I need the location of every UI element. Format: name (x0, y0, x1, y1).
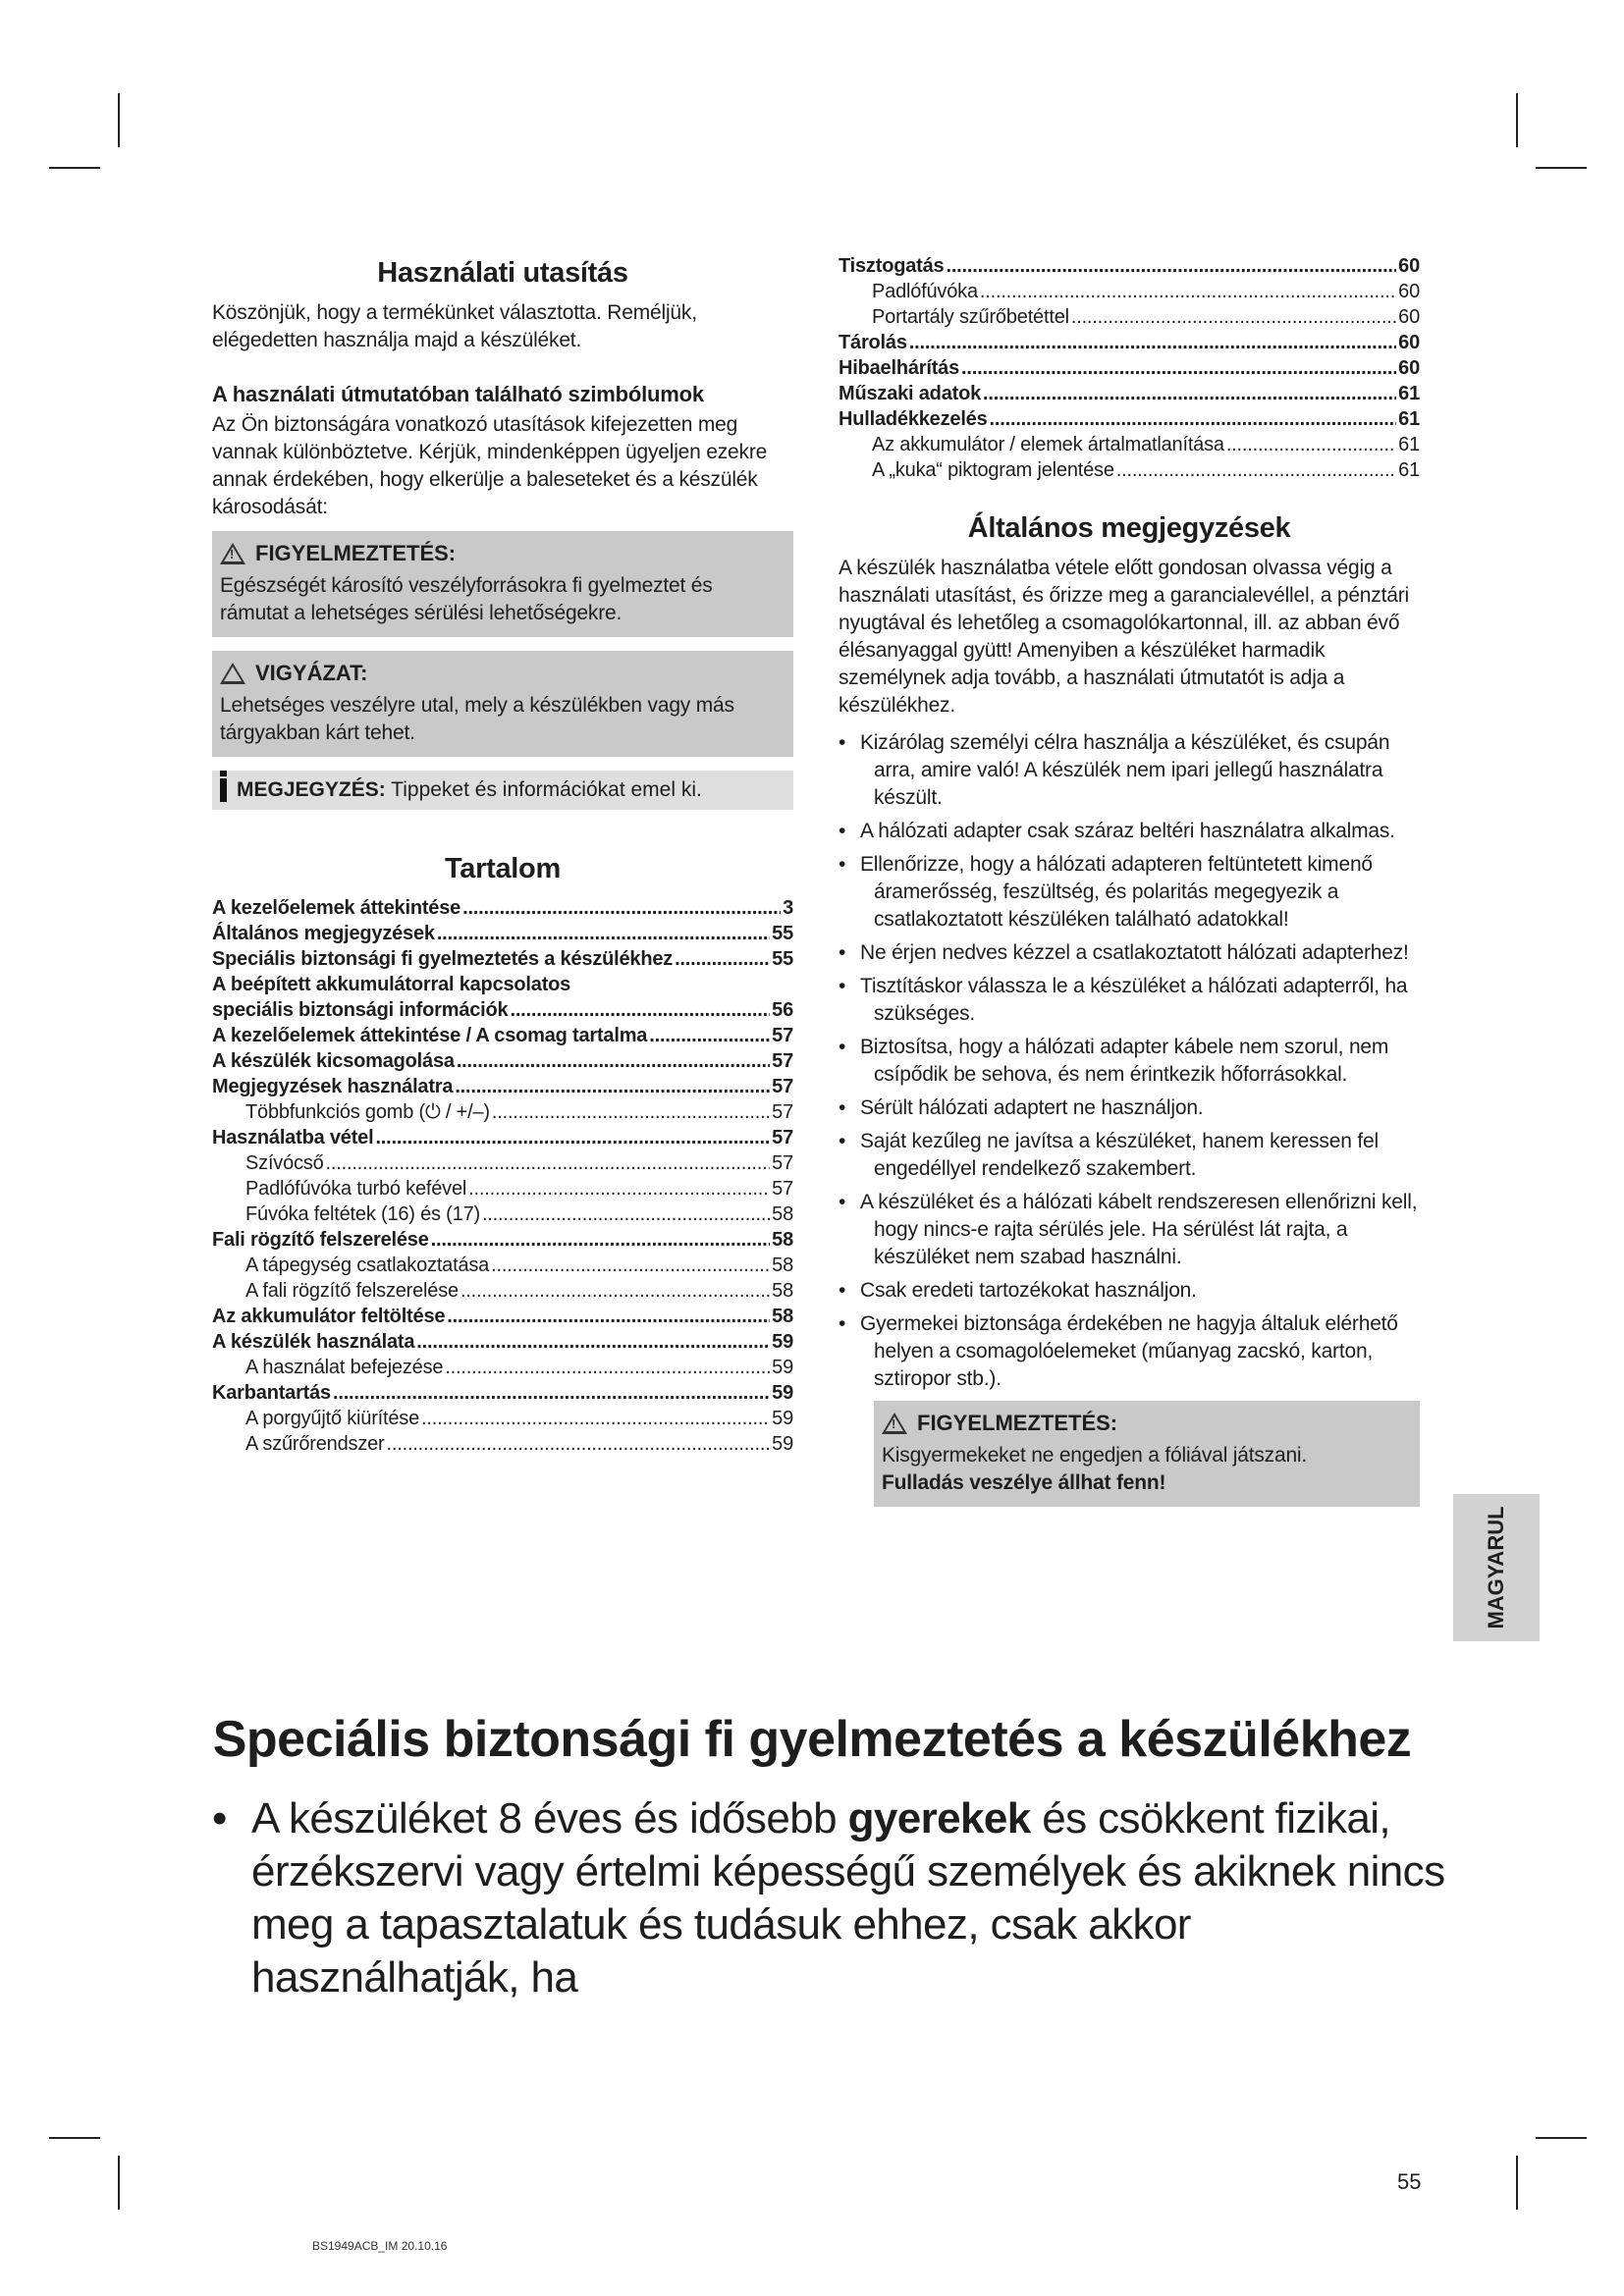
toc-label: A készülék használata (212, 1331, 415, 1353)
toc-label: Műszaki adatok (839, 383, 982, 404)
crop-mark (1536, 2137, 1587, 2139)
toc-label: Tisztogatás (839, 255, 945, 277)
left-column (212, 245, 793, 1457)
toc-leader-dots (445, 1355, 770, 1380)
toc-page: 61 (1398, 459, 1420, 481)
toc-page: 55 (772, 923, 793, 944)
toc-leader-dots (468, 1176, 770, 1201)
toc-leader-dots (649, 1023, 770, 1048)
toc-page: 60 (1398, 281, 1420, 302)
warning-title: FIGYELMEZTETÉS: (255, 541, 457, 565)
toc-label: speciális biztonsági információk (212, 999, 509, 1021)
toc-row (839, 381, 1420, 406)
toc-leader-dots (455, 1074, 770, 1099)
toc-page: 61 (1398, 383, 1420, 404)
page-title: Használati utasítás (377, 257, 628, 289)
toc-page: 57 (772, 1152, 793, 1174)
caution-box (212, 651, 793, 757)
toc-leader-dots (375, 1125, 770, 1150)
toc-page: 59 (772, 1408, 793, 1429)
toc-row (839, 330, 1420, 355)
page-number: 55 (1397, 2169, 1422, 2194)
toc-title: Tartalom (445, 853, 561, 884)
toc-row (212, 1125, 793, 1150)
toc-row (212, 1304, 793, 1329)
toc-row (212, 1329, 793, 1355)
toc-row (212, 1099, 793, 1125)
toc-leader-dots (387, 1431, 771, 1457)
crop-mark (1536, 167, 1587, 169)
warning-triangle-icon (220, 543, 245, 564)
toc-label: Hibaelhárítás (839, 357, 960, 379)
toc-label: Tárolás (839, 332, 907, 353)
toc-page: 58 (772, 1255, 793, 1276)
toc-row (839, 432, 1420, 457)
toc-leader-dots (983, 381, 1396, 406)
language-label: MAGYARUL (1484, 1506, 1508, 1629)
crop-mark (118, 2156, 120, 2210)
toc-row (212, 1201, 793, 1227)
toc-row (839, 406, 1420, 432)
toc-leader-dots (460, 1278, 770, 1304)
foil-warning-box (874, 1401, 1420, 1507)
toc-page: 57 (772, 1050, 793, 1072)
toc-page: 57 (772, 1178, 793, 1200)
right-column (839, 253, 1420, 1507)
toc-label: Szívócső (245, 1152, 324, 1174)
toc-leader-dots (491, 1253, 770, 1278)
toc-page: 60 (1398, 332, 1420, 353)
bullet-item: • A hálózati adapter csak száraz beltéri használatra alkalmas. (839, 818, 1420, 845)
toc-page: 61 (1398, 408, 1420, 430)
foil-warning-text: Kisgyermekeket ne engedjen a fóliával játszani. (882, 1444, 1308, 1467)
note-label: MEGJEGYZÉS: (237, 778, 386, 801)
toc-leader-dots (675, 946, 770, 972)
toc-row (212, 921, 793, 946)
bullet-item: • Ellenőrizze, hogy a hálózati adapteren feltüntetett kimenő áramerősség, feszültség, és polaritás megegyezik a csatlakoztatott készüléken található adatokkal! (839, 851, 1420, 934)
toc-label: Az akkumulátor feltöltése (212, 1306, 446, 1327)
toc-row (212, 997, 793, 1023)
toc-row (839, 355, 1420, 381)
toc-page: 57 (772, 1101, 793, 1123)
footer-code: BS1949ACB_IM 20.10.16 (312, 2239, 448, 2253)
toc-page: 3 (783, 897, 793, 919)
caution-text: Lehetséges veszélyre utal, mely a készülékben vagy más tárgyakban kárt tehet. (220, 694, 734, 744)
toc-leader-dots (909, 330, 1396, 355)
toc-label: Padlófúvóka (872, 281, 978, 302)
toc-leader-dots (1071, 304, 1396, 330)
toc-page: 58 (772, 1229, 793, 1251)
toc-page: 58 (772, 1203, 793, 1225)
toc-leader-dots (447, 1304, 770, 1329)
toc-row (212, 1176, 793, 1201)
toc-page: 59 (772, 1433, 793, 1455)
toc-leader-dots (946, 253, 1396, 279)
toc-page: 60 (1398, 357, 1420, 379)
toc-label: Használatba vétel (212, 1127, 374, 1148)
toc-label: Portartály szűrőbetéttel (872, 306, 1069, 328)
foil-warning-bold: Fulladás veszélye állhat fenn! (882, 1471, 1166, 1494)
toc-page: 60 (1398, 255, 1420, 277)
toc-label: Karbantartás (212, 1382, 331, 1404)
toc-label: A tápegység csatlakoztatása (245, 1255, 490, 1276)
toc-leader-dots (510, 997, 770, 1023)
foil-warning-title: FIGYELMEZTETÉS: (917, 1411, 1118, 1435)
toc-row (212, 1380, 793, 1406)
toc-label: A porgyűjtő kiürítése (245, 1408, 420, 1429)
note-text: Tippeket és információkat emel ki. (391, 778, 702, 801)
toc-label: Hulladékkezelés (839, 408, 988, 430)
caution-triangle-icon (220, 663, 245, 684)
warning-text: Egészségét károsító veszélyforrásokra fi gyelmeztet és rámutat a lehetséges sérülési lehetőségekre. (220, 574, 713, 624)
toc-leader-dots (1226, 432, 1396, 457)
special-safety-paragraph (212, 1792, 1449, 2004)
toc-page: 56 (772, 999, 793, 1021)
toc-leader-dots (333, 1380, 770, 1406)
info-icon (220, 778, 227, 802)
toc-row (212, 972, 793, 997)
toc-label: A beépített akkumulátorral kapcsolatos (212, 974, 571, 995)
toc-row (212, 1048, 793, 1074)
toc-leader-dots (421, 1406, 770, 1431)
bullet-item: • Ne érjen nedves kézzel a csatlakoztatott hálózati adapterhez! (839, 939, 1420, 967)
intro-text: Köszönjük, hogy a termékünket választotta. Reméljük, elégedetten használja majd a készüléket. (212, 301, 697, 351)
toc-row (212, 1278, 793, 1304)
bullet-item: • Kizárólag személyi célra használja a készüléket, és csupán arra, amire való! A készülék nem ipari jellegű használatra készült. (839, 729, 1420, 812)
toc-leader-dots (431, 1227, 771, 1253)
symbols-text: Az Ön biztonságára vonatkozó utasítások kifejezetten meg vannak különböztetve. Kérjük, mindenképpen ügyeljen ezekre annak érdekében, hogy elkerülje a baleseteket és a készülék károsodását: (212, 413, 768, 518)
bullet-item: • Saját kezűleg ne javítsa a készüléket, hanem keressen fel engedéllyel rendelkező szakembert. (839, 1128, 1420, 1183)
general-title: Általános megjegyzések (967, 512, 1291, 544)
crop-mark (49, 2137, 100, 2139)
symbols-heading: A használati útmutatóban található szimbólumok (212, 382, 704, 406)
toc-page: 57 (772, 1025, 793, 1046)
toc-leader-dots (326, 1150, 771, 1176)
toc-page: 59 (772, 1382, 793, 1404)
crop-mark (118, 93, 120, 147)
special-text-pre: A készüléket 8 éves és idősebb (251, 1794, 848, 1842)
note-box (212, 771, 793, 810)
toc-page: 59 (772, 1357, 793, 1378)
toc-label: A kezelőelemek áttekintése / A csomag tartalma (212, 1025, 648, 1046)
toc-page: 60 (1398, 306, 1420, 328)
special-safety-heading: Speciális biztonsági fi gyelmeztetés a készülékhez (212, 1711, 1412, 1768)
toc-label: Az akkumulátor / elemek ártalmatlanítása (872, 434, 1224, 455)
toc-row (212, 1150, 793, 1176)
bullet-item: • A készüléket és a hálózati kábelt rendszeresen ellenőrizni kell, hogy nincs-e rajta sérülés jele. Ha sérülést lát rajta, a készüléket nem szabad használni. (839, 1189, 1420, 1271)
crop-mark (1516, 2156, 1518, 2210)
toc-row (212, 1431, 793, 1457)
toc-row (839, 253, 1420, 279)
toc-row (839, 304, 1420, 330)
toc-row (212, 895, 793, 921)
toc-label: Speciális biztonsági fi gyelmeztetés a készülékhez (212, 948, 674, 970)
toc-page: 55 (772, 948, 793, 970)
toc-label: A fali rögzítő felszerelése (245, 1280, 459, 1302)
toc-leader-dots (437, 921, 770, 946)
toc-row (212, 1074, 793, 1099)
toc-row (212, 1355, 793, 1380)
bullet-item: • Csak eredeti tartozékokat használjon. (839, 1277, 1420, 1305)
toc-left-list (212, 895, 793, 1457)
general-intro: A készülék használatba vétele előtt gondosan olvassa végig a használati utasítást, és őrizze meg a garancialevéllel, a pénztári nyugtával és lehetőleg a csomagolókartonnal, ill. az abban évő élésanyaggal gyütt! Amenyiben a készüléket harmadik személynek adja tovább, a használati útmutatót is adja a készülékhez. (839, 557, 1409, 717)
toc-page: 59 (772, 1331, 793, 1353)
toc-label: A készülék kicsomagolása (212, 1050, 455, 1072)
toc-page: 57 (772, 1076, 793, 1097)
warning-box (212, 531, 793, 637)
bullet-item: • Tisztításkor válassza le a készüléket a hálózati adapterről, ha szükséges. (839, 973, 1420, 1028)
toc-row (212, 1406, 793, 1431)
bullet-item: • Biztosítsa, hogy a hálózati adapter kábele nem szorul, nem csípődik be sehova, és nem érintkezik hőforrásokkal. (839, 1034, 1420, 1089)
toc-label: Fúvóka feltétek (16) és (17) (245, 1203, 480, 1225)
toc-row (212, 1023, 793, 1048)
toc-leader-dots (416, 1329, 770, 1355)
bullet-item: • Gyermekei biztonsága érdekében ne hagyja általuk elérhető helyen a csomagolóelemeket (műanyag zacskó, karton, sztiropor stb.). (839, 1310, 1420, 1393)
toc-page: 58 (772, 1306, 793, 1327)
toc-label: Megjegyzések használatra (212, 1076, 454, 1097)
caution-title: VIGYÁZAT: (255, 661, 368, 685)
general-bullet-list (839, 729, 1420, 1393)
toc-right-list (839, 253, 1420, 483)
bullet-item: • Sérült hálózati adaptert ne használjon. (839, 1095, 1420, 1122)
toc-leader-dots (980, 279, 1396, 304)
toc-label: A „kuka“ piktogram jelentése (872, 459, 1114, 481)
toc-leader-dots (457, 1048, 770, 1074)
crop-mark (1516, 93, 1518, 147)
toc-label: Fali rögzítő felszerelése (212, 1229, 429, 1251)
toc-page: 58 (772, 1280, 793, 1302)
toc-row (212, 1253, 793, 1278)
toc-row (839, 279, 1420, 304)
toc-leader-dots (482, 1201, 770, 1227)
toc-row (212, 1227, 793, 1253)
toc-label: A szűrőrendszer (245, 1433, 385, 1455)
toc-page: 61 (1398, 434, 1420, 455)
toc-label: Többfunkciós gomb (⏻ / +/–) (245, 1101, 490, 1123)
special-text-post: és csökkent fizikai, érzékszervi vagy értelmi képességű személyek és akiknek nincs meg a tapasztalatuk és tudásuk ehhez, csak akkor használhatják, ha (251, 1794, 1445, 2002)
toc-label: Általános megjegyzések (212, 923, 435, 944)
toc-leader-dots (462, 895, 781, 921)
toc-label: Padlófúvóka turbó kefével (245, 1178, 467, 1200)
toc-page: 57 (772, 1127, 793, 1148)
toc-leader-dots (961, 355, 1396, 381)
language-tab (1453, 1494, 1540, 1641)
toc-label: A használat befejezése (245, 1357, 444, 1378)
toc-row (839, 457, 1420, 483)
toc-leader-dots (492, 1099, 770, 1125)
toc-row (212, 946, 793, 972)
toc-leader-dots (990, 406, 1397, 432)
toc-label: A kezelőelemek áttekintése (212, 897, 461, 919)
crop-mark (49, 167, 100, 169)
special-text-bold: gyerekek (847, 1794, 1031, 1842)
toc-leader-dots (1116, 457, 1396, 483)
warning-triangle-icon (882, 1413, 907, 1434)
bullet-dot: • (212, 1794, 227, 1842)
